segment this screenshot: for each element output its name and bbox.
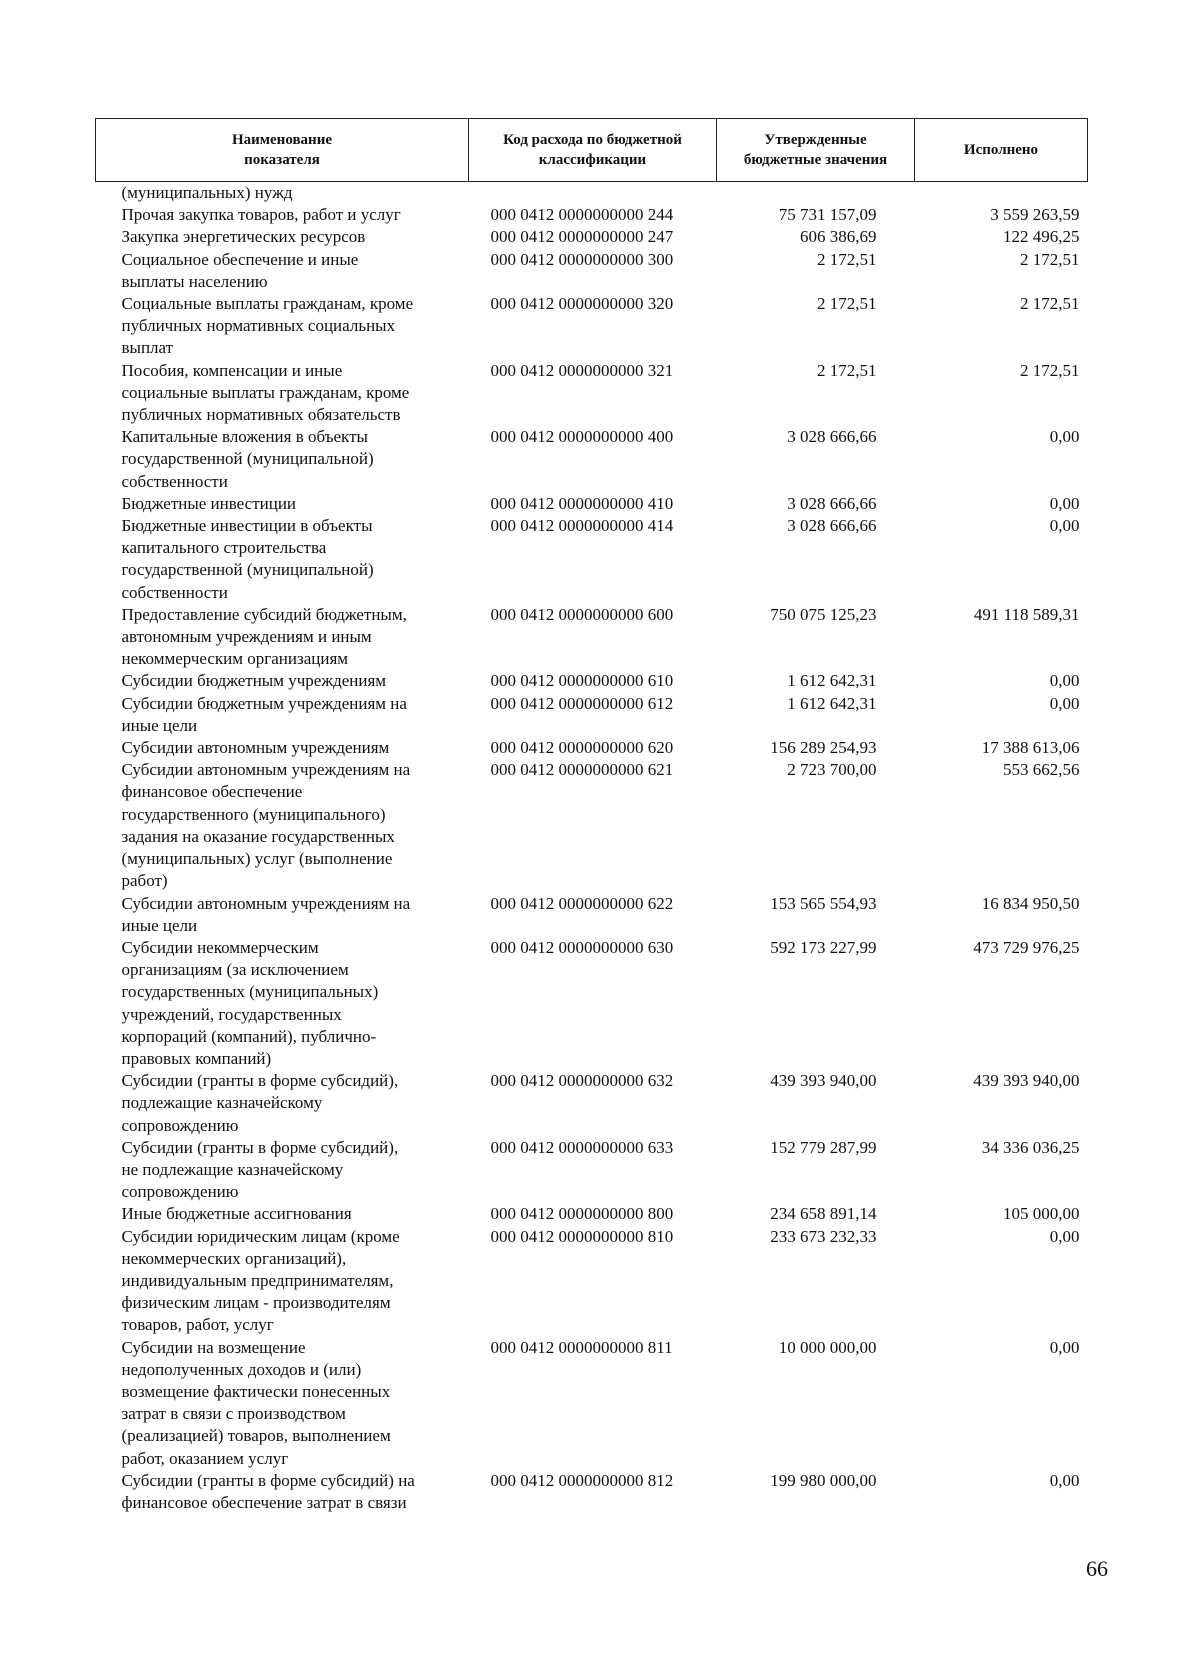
row-code: 000 0412 0000000000 410 — [490, 493, 674, 513]
table-row — [96, 204, 1088, 226]
table-row — [96, 937, 1088, 1070]
table-row — [96, 604, 1088, 671]
row-approved: 2 723 700,00 — [787, 760, 877, 780]
row-name: Субсидии на возмещение недополученных доходов и (или) возмещение фактически понесенных затрат в связи с производством (реализацией) товаров, выполнением работ, оказанием услуг — [121, 1337, 391, 1468]
budget-execution-table — [95, 118, 1088, 1514]
row-code: 000 0412 0000000000 633 — [490, 1137, 674, 1157]
row-code: 000 0412 0000000000 630 — [490, 937, 674, 957]
header-row — [96, 119, 1088, 182]
row-code: 000 0412 0000000000 800 — [490, 1204, 674, 1224]
table-row — [96, 360, 1088, 427]
row-approved: 3 028 666,66 — [787, 493, 877, 513]
row-code: 000 0412 0000000000 400 — [490, 427, 674, 447]
row-executed: 3 559 263,59 — [990, 205, 1080, 225]
row-executed: 439 393 940,00 — [973, 1071, 1080, 1091]
row-name: Социальные выплаты гражданам, кроме публичных нормативных социальных выплат — [121, 294, 414, 358]
row-approved: 75 731 157,09 — [778, 205, 877, 225]
row-executed: 491 118 589,31 — [973, 604, 1080, 624]
row-executed: 0,00 — [1049, 493, 1080, 513]
row-approved: 3 028 666,66 — [787, 427, 877, 447]
row-name: Субсидии автономным учреждениям — [121, 738, 390, 758]
row-code: 000 0412 0000000000 244 — [490, 205, 674, 225]
table-header — [96, 119, 1088, 182]
row-name: Субсидии бюджетным учреждениям на иные цели — [121, 693, 407, 735]
row-name: Предоставление субсидий бюджетным, автономным учреждениям и иным некоммерческим организациям — [121, 604, 407, 669]
table-row — [96, 1137, 1088, 1204]
table-row — [96, 759, 1088, 892]
table-row — [96, 182, 1088, 205]
row-approved: 1 612 642,31 — [787, 671, 877, 691]
row-code: 000 0412 0000000000 414 — [490, 516, 674, 536]
row-executed: 2 172,51 — [1020, 360, 1080, 380]
row-name: Бюджетные инвестиции — [121, 493, 297, 513]
row-approved: 2 172,51 — [817, 294, 877, 314]
row-name: Прочая закупка товаров, работ и услуг — [121, 205, 401, 225]
row-name: Иные бюджетные ассигнования — [121, 1204, 352, 1224]
row-code — [469, 182, 717, 205]
row-approved: 152 779 287,99 — [770, 1137, 877, 1157]
table-row — [96, 893, 1088, 937]
row-executed: 0,00 — [1049, 1337, 1080, 1357]
row-approved: 2 172,51 — [817, 360, 877, 380]
row-name: Субсидии (гранты в форме субсидий) на финансовое обеспечение затрат в связи — [121, 1470, 415, 1512]
row-approved: 2 172,51 — [817, 249, 877, 269]
table-row — [96, 1070, 1088, 1137]
row-executed: 34 336 036,25 — [981, 1137, 1080, 1157]
row-executed: 473 729 976,25 — [973, 937, 1080, 957]
page-number: 66 — [1086, 1556, 1108, 1581]
row-name: Субсидии (гранты в форме субсидий), подлежащие казначейскому сопровождению — [121, 1071, 399, 1135]
row-name: Бюджетные инвестиции в объекты капитального строительства государственной (муниципальной) собственности — [121, 516, 374, 602]
row-executed: 0,00 — [1049, 427, 1080, 447]
row-name: Субсидии автономным учреждениям на финансовое обеспечение государственного (муниципального) задания на оказание государственных (муниципальных) услуг (выполнение работ) — [121, 760, 411, 891]
table-row — [96, 293, 1088, 360]
row-name: Субсидии бюджетным учреждениям — [121, 671, 387, 691]
row-executed: 2 172,51 — [1020, 249, 1080, 269]
row-approved: 10 000 000,00 — [778, 1337, 877, 1357]
row-approved: 606 386,69 — [800, 227, 877, 247]
table-row — [96, 1470, 1088, 1514]
table-row — [96, 1203, 1088, 1225]
row-executed: 16 834 950,50 — [981, 893, 1080, 913]
row-code: 000 0412 0000000000 320 — [490, 294, 674, 314]
row-executed: 122 496,25 — [1003, 227, 1080, 247]
header-name: Наименование показателя — [96, 119, 469, 182]
row-name: Социальное обеспечение и иные выплаты населению — [121, 249, 359, 291]
row-executed: 17 388 613,06 — [981, 738, 1080, 758]
row-executed: 0,00 — [1049, 671, 1080, 691]
header-code: Код расхода по бюджетной классификации — [469, 119, 717, 182]
row-code: 000 0412 0000000000 632 — [490, 1071, 674, 1091]
row-code: 000 0412 0000000000 247 — [490, 227, 674, 247]
row-name: Капитальные вложения в объекты государственной (муниципальной) собственности — [121, 427, 374, 491]
table-row — [96, 1226, 1088, 1337]
row-executed: 0,00 — [1049, 1226, 1080, 1246]
row-code: 000 0412 0000000000 620 — [490, 738, 674, 758]
row-approved: 199 980 000,00 — [770, 1470, 877, 1490]
row-name: Субсидии юридическим лицам (кроме некоммерческих организаций), индивидуальным предпринимателям, физическим лицам - производителям товаров, работ, услуг — [121, 1226, 400, 1335]
row-approved: 1 612 642,31 — [787, 693, 877, 713]
row-executed: 105 000,00 — [1003, 1204, 1080, 1224]
table-row — [96, 226, 1088, 248]
table-row — [96, 693, 1088, 737]
row-executed: 0,00 — [1049, 1470, 1080, 1490]
row-approved: 153 565 554,93 — [770, 893, 877, 913]
table-row — [96, 493, 1088, 515]
row-code: 000 0412 0000000000 321 — [490, 360, 674, 380]
row-name: Пособия, компенсации и иные социальные выплаты гражданам, кроме публичных нормативных обязательств — [121, 360, 410, 425]
header-executed: Исполнено — [915, 119, 1088, 182]
row-code: 000 0412 0000000000 600 — [490, 604, 674, 624]
row-code: 000 0412 0000000000 610 — [490, 671, 674, 691]
row-code: 000 0412 0000000000 300 — [490, 249, 674, 269]
row-executed: 0,00 — [1049, 693, 1080, 713]
table-row — [96, 737, 1088, 759]
row-code: 000 0412 0000000000 810 — [490, 1226, 674, 1246]
table-row — [96, 1337, 1088, 1470]
row-approved: 3 028 666,66 — [787, 516, 877, 536]
table-row — [96, 426, 1088, 493]
row-name: Субсидии (гранты в форме субсидий), не подлежащие казначейскому сопровождению — [121, 1137, 399, 1202]
row-approved — [717, 182, 915, 205]
row-approved: 156 289 254,93 — [770, 738, 877, 758]
row-executed: 0,00 — [1049, 516, 1080, 536]
row-code: 000 0412 0000000000 621 — [490, 760, 674, 780]
table-row — [96, 670, 1088, 692]
row-name: Закупка энергетических ресурсов — [121, 227, 366, 247]
row-approved: 750 075 125,23 — [770, 604, 877, 624]
row-executed: 553 662,56 — [1003, 760, 1080, 780]
row-executed — [915, 182, 1088, 205]
row-approved: 592 173 227,99 — [770, 937, 877, 957]
row-name: Субсидии автономным учреждениям на иные цели — [121, 893, 411, 935]
table-row — [96, 249, 1088, 293]
row-name: (муниципальных) нужд — [121, 183, 293, 202]
row-approved: 234 658 891,14 — [770, 1204, 877, 1224]
row-name: Субсидии некоммерческим организациям (за исключением государственных (муниципальных) учреждений, государственных корпораций (компаний), публично- правовых компаний) — [121, 937, 379, 1068]
row-executed: 2 172,51 — [1020, 294, 1080, 314]
row-code: 000 0412 0000000000 811 — [490, 1337, 673, 1357]
table-body — [96, 182, 1088, 1515]
table-row — [96, 515, 1088, 604]
header-approved: Утвержденные бюджетные значения — [717, 119, 915, 182]
row-code: 000 0412 0000000000 812 — [490, 1470, 674, 1490]
row-code: 000 0412 0000000000 622 — [490, 893, 674, 913]
row-code: 000 0412 0000000000 612 — [490, 693, 674, 713]
row-approved: 233 673 232,33 — [770, 1226, 877, 1246]
row-approved: 439 393 940,00 — [770, 1071, 877, 1091]
